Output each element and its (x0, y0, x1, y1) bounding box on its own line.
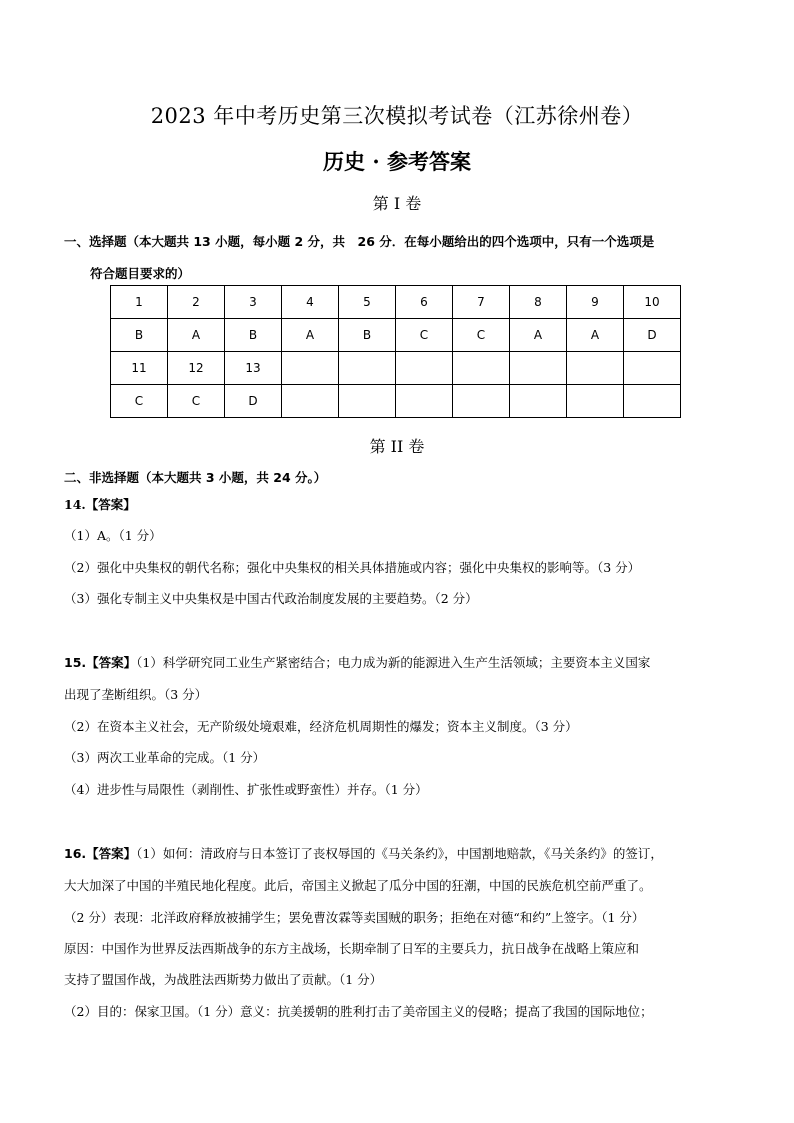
answer-cell: A (567, 319, 624, 352)
answer-cell: D (225, 385, 282, 418)
q14-line: （3）强化专制主义中央集权是中国古代政治制度发展的主要趋势。（2 分） (64, 591, 478, 606)
q16-line: （2 分）表现：北洋政府释放被捕学生；罢免曹汝霖等卖国贼的职务；拒绝在对德“和约”上签字。（1 分） (64, 910, 645, 925)
question-number-cell (510, 352, 567, 385)
page-subtitle: 历史 · 参考答案 (323, 149, 471, 174)
part-two-label: 第 II 卷 (369, 437, 425, 456)
answer-cell: B (339, 319, 396, 352)
answer-cell (624, 385, 681, 418)
answer-cell: C (453, 319, 510, 352)
question-number-cell: 1 (111, 286, 168, 319)
question-number-cell: 13 (225, 352, 282, 385)
question-number-cell: 5 (339, 286, 396, 319)
answer-table-row (111, 352, 681, 385)
q16-label: 16.【答案】 (64, 846, 137, 861)
question-number-cell (282, 352, 339, 385)
q15-label: 15.【答案】 (64, 655, 137, 670)
section-one-heading-cont: 符合题目要求的） (90, 266, 191, 281)
answer-cell: B (111, 319, 168, 352)
question-number-cell: 12 (168, 352, 225, 385)
answer-table-row (111, 385, 681, 418)
answer-cell: C (396, 319, 453, 352)
question-number-cell (339, 352, 396, 385)
q16-line: 原因：中国作为世界反法西斯战争的东方主战场，长期牵制了日军的主要兵力，抗日战争在战略上策应和 (64, 941, 640, 956)
q15-first-line (64, 655, 650, 671)
question-number-cell: 11 (111, 352, 168, 385)
answer-table-row (111, 319, 681, 352)
question-number-cell: 8 (510, 286, 567, 319)
q14-label: 14.【答案】 (64, 497, 136, 512)
q15-line: （2）在资本主义社会，无产阶级处境艰难，经济危机周期性的爆发；资本主义制度。（3 分） (64, 719, 578, 734)
q16-line: （2）目的：保家卫国。（1 分）意义：抗美援朝的胜利打击了美帝国主义的侵略；提高了我国的国际地位； (64, 1004, 653, 1019)
q16-first-line (64, 846, 663, 862)
answer-cell: A (510, 319, 567, 352)
question-number-cell (453, 352, 510, 385)
answer-cell: D (624, 319, 681, 352)
question-number-cell (624, 352, 681, 385)
q14-line: （1）A。（1 分） (64, 528, 162, 543)
question-number-cell: 7 (453, 286, 510, 319)
part-one-label: 第 I 卷 (372, 194, 422, 213)
q15-line: 出现了垄断组织。（3 分） (64, 687, 208, 702)
answer-cell (567, 385, 624, 418)
section-one-heading: 一、选择题（本大题共 13 小题，每小题 2 分，共 26 分．在每小题给出的四个选项中，只有一个选项是 (64, 234, 655, 249)
q15-line: （4）进步性与局限性（剥削性、扩张性或野蛮性）并存。（1 分） (64, 782, 428, 797)
answer-cell: C (111, 385, 168, 418)
answer-cell (510, 385, 567, 418)
question-number-cell (567, 352, 624, 385)
question-number-cell: 10 (624, 286, 681, 319)
q15-line: （3）两次工业革命的完成。（1 分） (64, 750, 266, 765)
section-two-heading: 二、非选择题（本大题共 3 小题，共 24 分。） (64, 470, 327, 485)
q16-line: 大大加深了中国的半殖民地化程度。此后，帝国主义掀起了瓜分中国的狂潮，中国的民族危机空前严重了。 (64, 878, 652, 893)
answer-cell: C (168, 385, 225, 418)
answer-cell: A (282, 319, 339, 352)
question-number-cell (396, 352, 453, 385)
answer-cell (282, 385, 339, 418)
answer-cell: A (168, 319, 225, 352)
answer-cell (339, 385, 396, 418)
answer-cell (453, 385, 510, 418)
q16-line: 支持了盟国作战，为战胜法西斯势力做出了贡献。（1 分） (64, 972, 383, 987)
question-number-cell: 4 (282, 286, 339, 319)
q15-first-text: （1）科学研究同工业生产紧密结合；电力成为新的能源进入生产生活领域；主要资本主义国家 (136, 655, 651, 670)
page-title: 2023 年中考历史第三次模拟考试卷（江苏徐州卷） (150, 104, 644, 128)
answer-cell (396, 385, 453, 418)
answer-table-row (111, 286, 681, 319)
question-number-cell: 2 (168, 286, 225, 319)
question-number-cell: 9 (567, 286, 624, 319)
q14-line: （2）强化中央集权的朝代名称；强化中央集权的相关具体措施或内容；强化中央集权的影响等。（3 分） (64, 560, 641, 575)
answer-cell: B (225, 319, 282, 352)
q16-first-text: （1）如何：清政府与日本签订了丧权辱国的《马关条约》，中国割地赔款，《马关条约》的签订， (136, 846, 663, 861)
question-number-cell: 6 (396, 286, 453, 319)
question-number-cell: 3 (225, 286, 282, 319)
answer-table (110, 285, 681, 418)
